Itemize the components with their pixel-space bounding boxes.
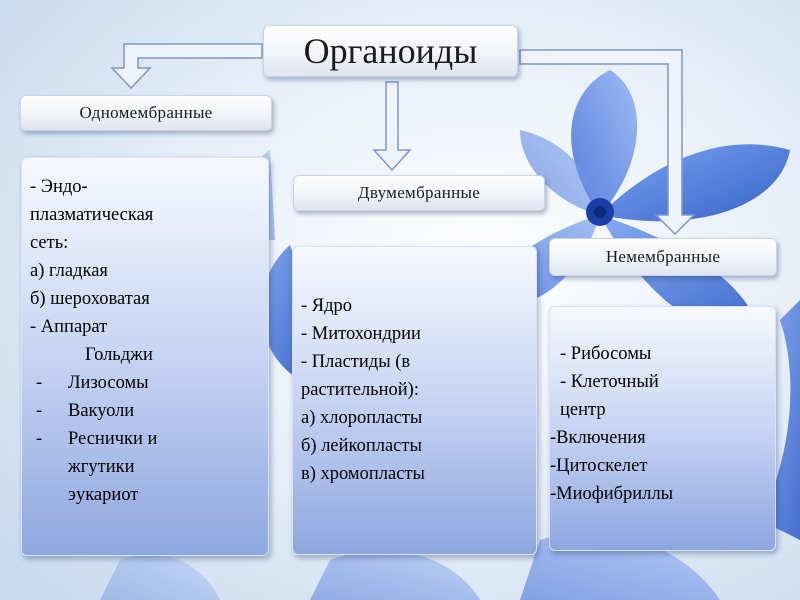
panel-line: растительной): <box>301 380 419 400</box>
category-single-membrane-label: Одномембранные <box>79 103 213 122</box>
double-membrane-panel <box>292 246 537 555</box>
list-item-text: Реснички и <box>68 429 158 449</box>
non-membrane-panel <box>549 306 776 551</box>
panel-line: - Ядро <box>301 296 353 316</box>
panel-line: -Цитоскелет <box>550 456 648 476</box>
list-item <box>30 397 268 425</box>
category-double-membrane-label: Двумембранные <box>357 183 481 202</box>
panel-line: сеть: <box>30 233 69 253</box>
panel-line: - Аппарат <box>30 317 108 337</box>
panel-line: плазматическая <box>30 205 154 225</box>
panel-line: а) гладкая <box>30 261 108 281</box>
category-single-membrane <box>20 95 272 131</box>
bullet-dash: - <box>36 429 43 449</box>
list-item <box>30 425 268 453</box>
panel-line: центр <box>560 400 606 420</box>
panel-line: Гольджи <box>85 345 153 365</box>
panel-line: -Миофибриллы <box>550 484 674 504</box>
title-box <box>263 25 518 77</box>
panel-line: - Митохондрии <box>301 324 421 344</box>
list-item-text: Лизосомы <box>68 373 149 393</box>
single-membrane-panel <box>21 157 269 556</box>
bullet-dash: - <box>36 373 43 393</box>
panel-line: - Эндо- <box>30 177 88 197</box>
panel-line: -Включения <box>550 428 646 448</box>
title-text: Органоиды <box>303 31 478 71</box>
category-non-membrane <box>549 238 777 276</box>
panel-line: а) хлоропласты <box>301 408 423 428</box>
list-item <box>30 369 268 397</box>
panel-line: - Рибосомы <box>560 344 652 364</box>
panel-line: - Клеточный <box>560 372 659 392</box>
bullet-dash: - <box>36 401 43 421</box>
list-item-text: эукариот <box>68 485 139 505</box>
category-non-membrane-label: Немембранные <box>605 247 721 266</box>
list-item <box>30 481 268 509</box>
panel-line: б) лейкопласты <box>301 436 422 456</box>
list-item <box>30 453 268 481</box>
arrow-to-non-membrane <box>520 50 694 234</box>
panel-line: - Пластиды (в <box>301 352 411 372</box>
bullet-dash <box>30 481 68 509</box>
category-double-membrane <box>293 175 545 211</box>
bullet-dash <box>30 453 68 481</box>
list-item-text: жгутики <box>68 457 135 477</box>
arrow-to-double-membrane <box>374 82 410 170</box>
list-item-text: Вакуоли <box>68 401 135 421</box>
panel-line: б) шероховатая <box>30 289 150 309</box>
arrow-to-single-membrane <box>112 44 262 88</box>
panel-line: в) хромопласты <box>301 464 425 484</box>
